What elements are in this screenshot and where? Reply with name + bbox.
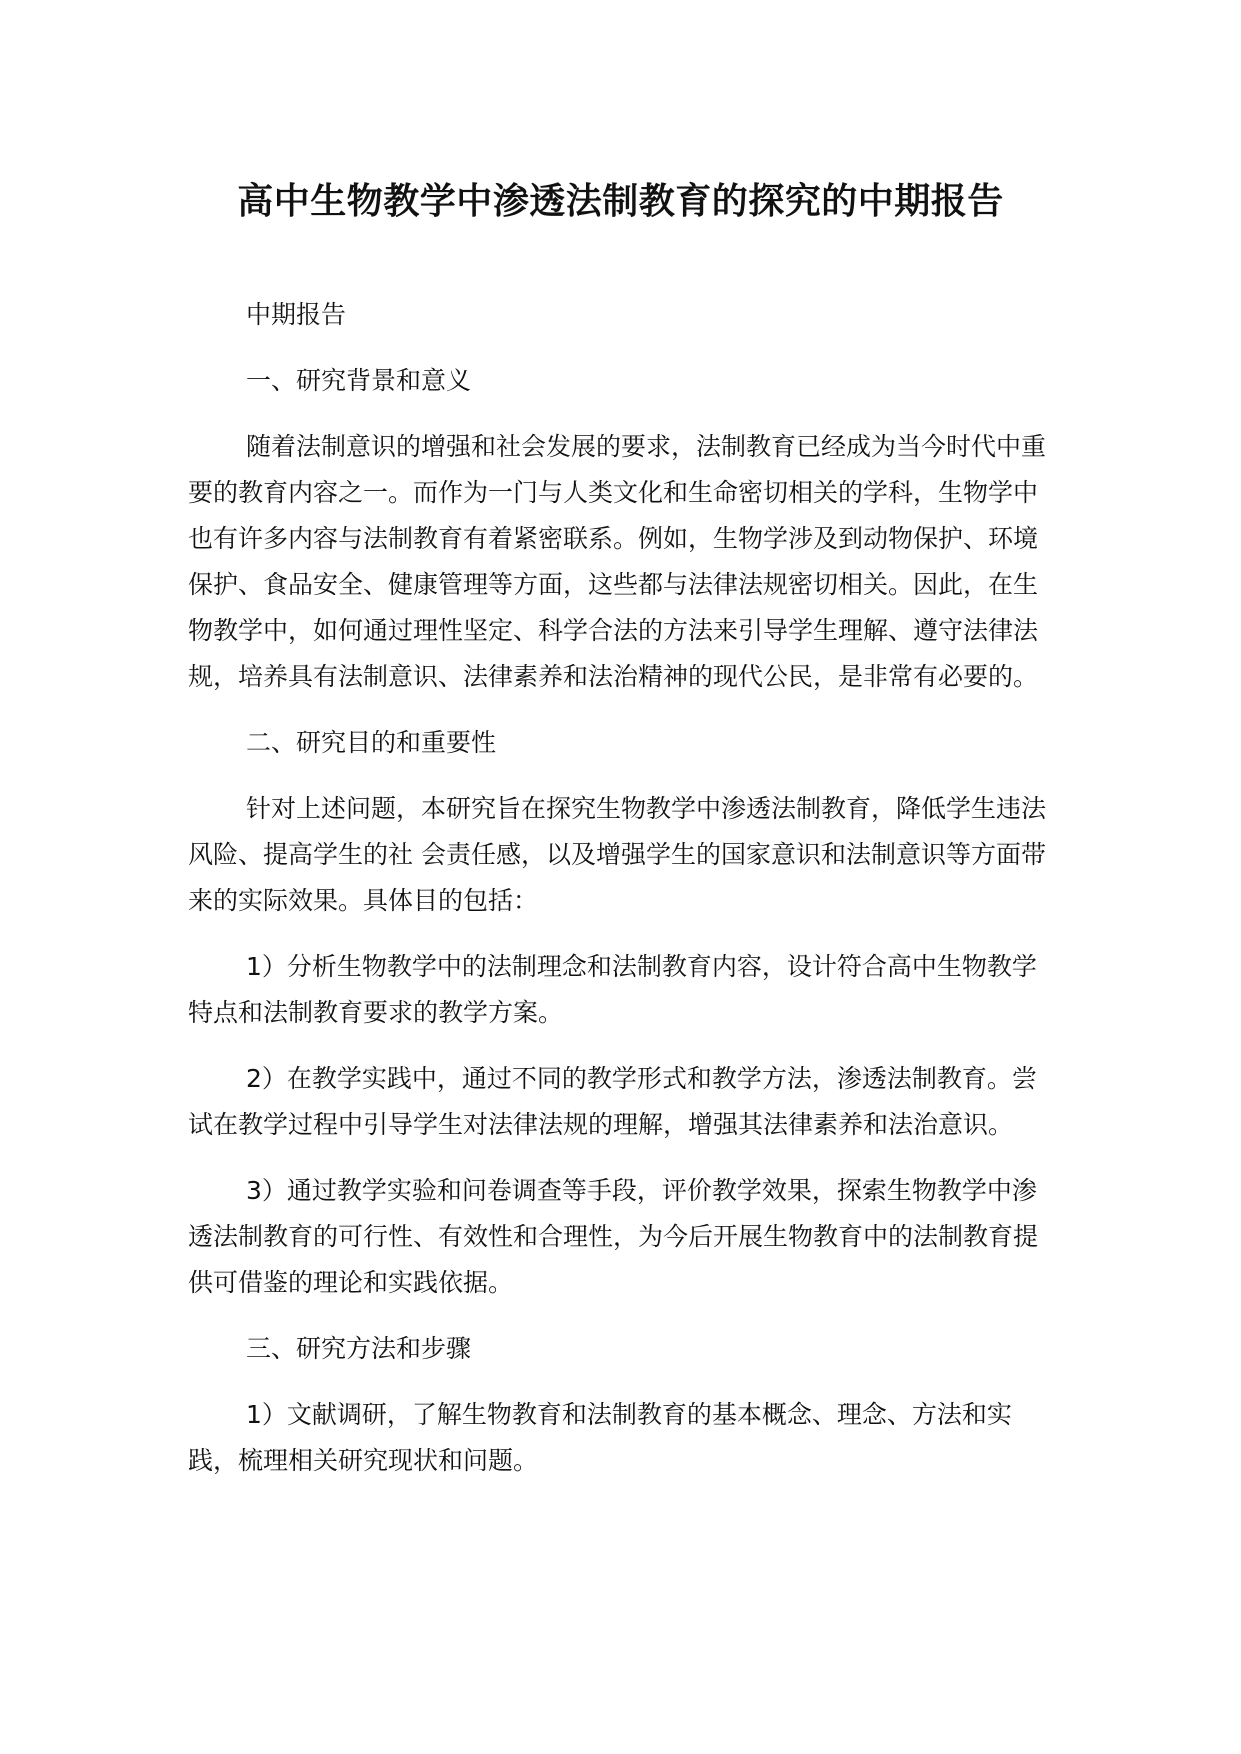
paragraph: 针对上述问题，本研究旨在探究生物教学中渗透法制教育，降低学生违法风险、提高学生的社 会责任感，以及增强学生的国家意识和法制意识等方面带来的实际效果。具体目的包括： <box>188 794 1047 915</box>
document-title: 高中生物教学中渗透法制教育的探究的中期报告 <box>237 181 1004 222</box>
paragraph: 随着法制意识的增强和社会发展的要求，法制教育已经成为当今时代中重要的教育内容之一。而作为一门与人类文化和生命密切相关的学科，生物学中也有许多内容与法制教育有着紧密联系。例如，生物学涉及到动物保护、环境保护、食品安全、健康管理等方面，这些都与法律法规密切相关。因此，在生物教学中，如何通过理性坚定、科学合法的方法来引导学生理解、遵守法律法规，培养具有法制意识、法律素养和法治精神的现代公民，是非常有必要的。 <box>188 432 1047 691</box>
list-item: 3）通过教学实验和问卷调查等手段，评价教学效果，探索生物教学中渗透法制教育的可行性、有效性和合理性，为今后开展生物教育中的法制教育提供可借鉴的理论和实践依据。 <box>188 1176 1039 1297</box>
document-body <box>188 292 1058 1504</box>
list-item: 1）文献调研，了解生物教育和法制教育的基本概念、理念、方法和实践，梳理相关研究现状和问题。 <box>188 1400 1012 1475</box>
section-heading: 二、研究目的和重要性 <box>246 728 497 757</box>
section-heading: 一、研究背景和意义 <box>246 366 472 395</box>
section-label: 中期报告 <box>246 300 347 329</box>
section-heading: 三、研究方法和步骤 <box>246 1334 472 1363</box>
list-item: 1）分析生物教学中的法制理念和法制教育内容，设计符合高中生物教学特点和法制教育要求的教学方案。 <box>188 952 1037 1027</box>
list-item: 2）在教学实践中，通过不同的教学形式和教学方法，渗透法制教育。尝试在教学过程中引导学生对法律法规的理解，增强其法律素养和法治意识。 <box>188 1064 1037 1139</box>
